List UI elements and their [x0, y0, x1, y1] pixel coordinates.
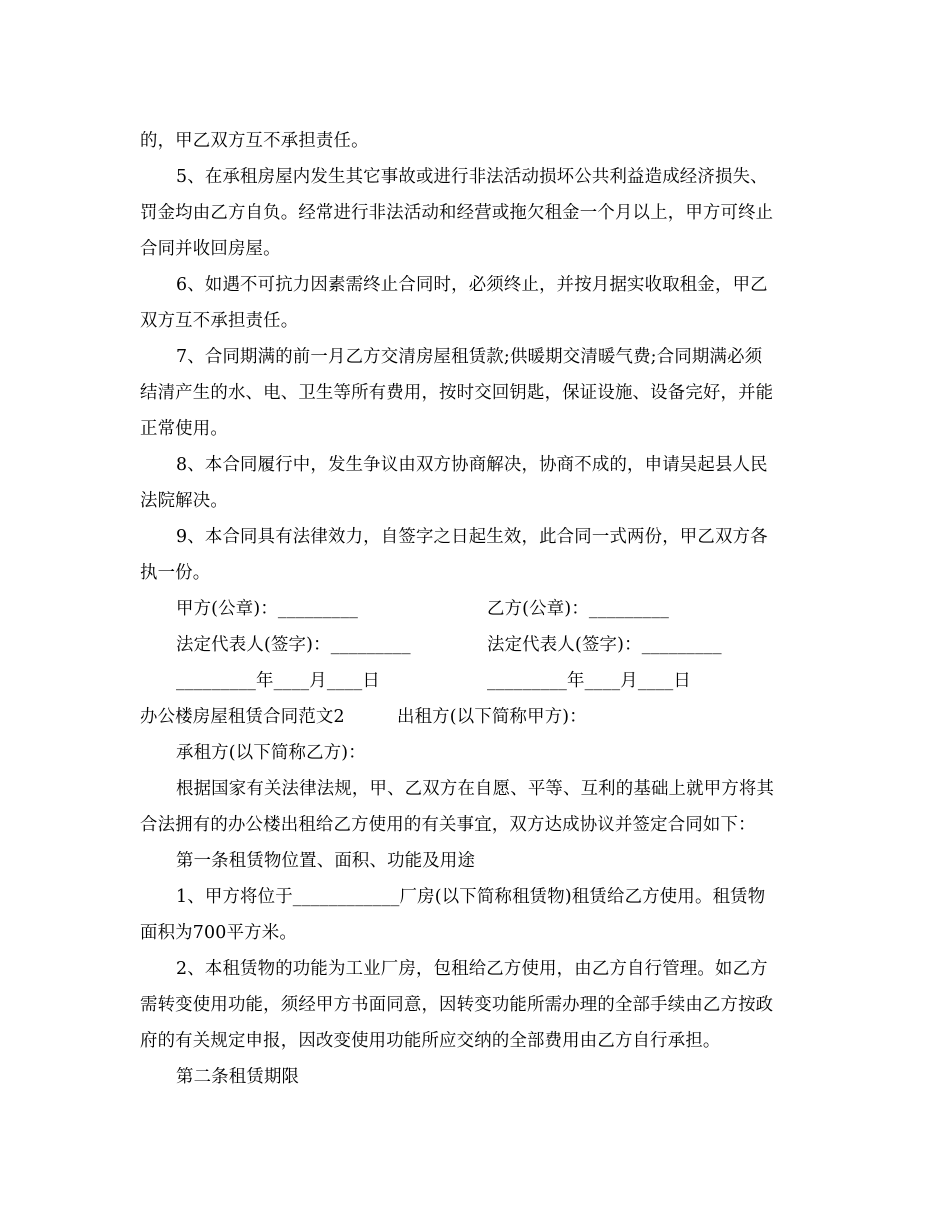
text-line: 法院解决。 [140, 491, 228, 511]
text-line: 双方互不承担责任。 [140, 311, 299, 331]
text-line: 执一份。 [140, 563, 211, 583]
text-line: 8、本合同履行中，发生争议由双方协商解决，协商不成的，申请吴起县人民 [176, 455, 768, 475]
text-line: 7、合同期满的前一月乙方交清房屋租赁款;供暖期交清暖气费;合同期满必须 [176, 347, 763, 367]
text-line: 合法拥有的办公楼出租给乙方使用的有关事宜，双方达成协议并签定合同如下： [140, 815, 756, 835]
signature-row-seal [140, 591, 812, 627]
text-line: 需转变使用功能，须经甲方书面同意，因转变功能所需办理的全部手续由乙方按政 [140, 995, 774, 1015]
signature-row-representative [140, 627, 812, 663]
article-heading: 第二条租赁期限 [176, 1067, 300, 1087]
party-a-seal: 甲方(公章)：_________ [176, 599, 358, 619]
text-line: 的，甲乙双方互不承担责任。 [140, 131, 369, 151]
text-line: 府的有关规定申报，因改变使用功能所应交纳的全部费用由乙方自行承担。 [140, 1031, 721, 1051]
text-line: 2、本租赁物的功能为工业厂房，包租给乙方使用，由乙方自行管理。如乙方 [176, 959, 768, 979]
text-line: 根据国家有关法律法规，甲、乙双方在自愿、平等、互利的基础上就甲方将其 [176, 779, 775, 799]
article-heading: 第一条租赁物位置、面积、功能及用途 [176, 851, 476, 871]
text-line: 正常使用。 [140, 419, 228, 439]
section-title: 办公楼房屋租赁合同范文2 [140, 707, 345, 727]
signature-row-date [140, 663, 812, 699]
contract-clauses [140, 123, 812, 591]
lessor-label: 出租方(以下简称甲方)： [397, 707, 587, 727]
text-line: 合同并收回房屋。 [140, 239, 281, 259]
text-line: 面积为700平方米。 [140, 923, 297, 943]
text-line: 结清产生的水、电、卫生等所有费用，按时交回钥匙，保证设施、设备完好，并能 [140, 383, 774, 403]
party-a-representative: 法定代表人(签字)：_________ [176, 635, 411, 655]
party-b-seal: 乙方(公章)：_________ [487, 599, 669, 619]
text-line: 6、如遇不可抗力因素需终止合同时，必须终止，并按月据实收取租金，甲乙 [176, 275, 768, 295]
text-line: 承租方(以下简称乙方)： [176, 743, 366, 763]
party-b-date: _________年____月____日 [487, 671, 691, 691]
text-line: 9、本合同具有法律效力，自签字之日起生效，此合同一式两份，甲乙双方各 [176, 527, 768, 547]
text-line: 5、在承租房屋内发生其它事故或进行非法活动损坏公共利益造成经济损失、 [176, 167, 768, 187]
text-line: 1、甲方将位于____________厂房(以下简称租赁物)租赁给乙方使用。租赁物 [176, 887, 766, 907]
party-a-date: _________年____月____日 [176, 671, 380, 691]
contract-body-2 [140, 735, 812, 1095]
signature-block [140, 591, 812, 699]
document-page [140, 123, 812, 1095]
party-b-representative: 法定代表人(签字)：_________ [487, 635, 722, 655]
section-heading-row [140, 699, 812, 735]
text-line: 罚金均由乙方自负。经常进行非法活动和经营或拖欠租金一个月以上，甲方可终止 [140, 203, 774, 223]
